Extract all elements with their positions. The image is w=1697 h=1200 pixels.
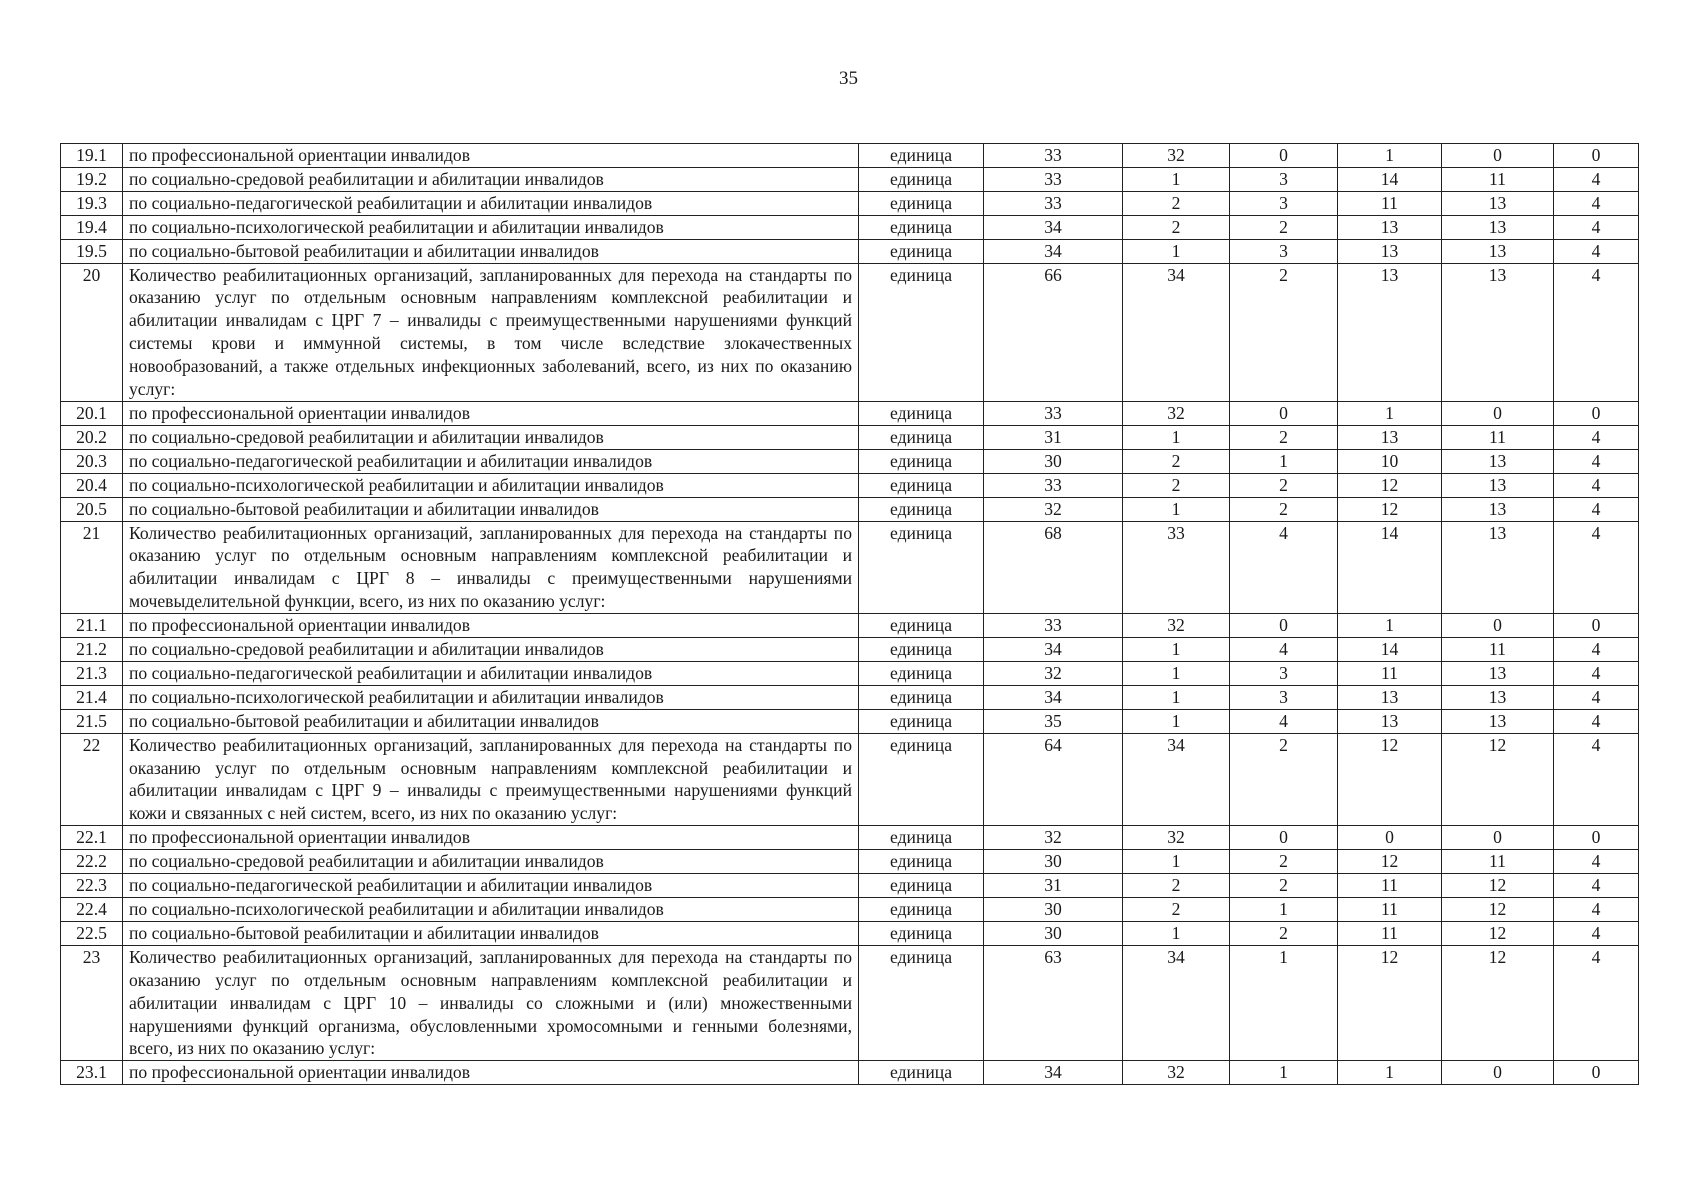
value-cell: 14 [1338, 521, 1442, 614]
row-number-cell: 21.2 [61, 638, 123, 662]
value-cell: 1 [1123, 638, 1230, 662]
value-cell: 30 [984, 898, 1123, 922]
row-number-cell: 20.1 [61, 401, 123, 425]
row-number-cell: 19.2 [61, 167, 123, 191]
value-cell: 11 [1338, 661, 1442, 685]
value-cell: 32 [1123, 1061, 1230, 1085]
indicators-table [60, 143, 1639, 1085]
value-cell: 12 [1338, 497, 1442, 521]
value-cell: 2 [1123, 473, 1230, 497]
value-cell: 2 [1230, 425, 1338, 449]
unit-cell: единица [859, 425, 984, 449]
unit-cell: единица [859, 144, 984, 168]
value-cell: 13 [1338, 215, 1442, 239]
table-row [61, 497, 1639, 521]
value-cell: 32 [984, 497, 1123, 521]
value-cell: 14 [1338, 167, 1442, 191]
unit-cell: единица [859, 945, 984, 1061]
unit-cell: единица [859, 521, 984, 614]
value-cell: 11 [1338, 898, 1442, 922]
value-cell: 13 [1442, 239, 1554, 263]
value-cell: 4 [1554, 425, 1639, 449]
value-cell: 33 [984, 614, 1123, 638]
value-cell: 32 [1123, 614, 1230, 638]
table-row [61, 401, 1639, 425]
indicator-name-cell: по социально-педагогической реабилитации и абилитации инвалидов [123, 191, 859, 215]
row-number-cell: 22.3 [61, 874, 123, 898]
value-cell: 4 [1230, 638, 1338, 662]
value-cell: 2 [1230, 733, 1338, 826]
value-cell: 2 [1230, 921, 1338, 945]
value-cell: 12 [1442, 898, 1554, 922]
row-number-cell: 21 [61, 521, 123, 614]
value-cell: 2 [1230, 850, 1338, 874]
row-number-cell: 22.4 [61, 898, 123, 922]
value-cell: 0 [1442, 1061, 1554, 1085]
indicator-name-cell: по социально-средовой реабилитации и абилитации инвалидов [123, 638, 859, 662]
value-cell: 34 [984, 1061, 1123, 1085]
value-cell: 13 [1442, 497, 1554, 521]
value-cell: 4 [1554, 638, 1639, 662]
value-cell: 30 [984, 449, 1123, 473]
value-cell: 1 [1123, 239, 1230, 263]
unit-cell: единица [859, 215, 984, 239]
value-cell: 0 [1554, 401, 1639, 425]
row-number-cell: 22.5 [61, 921, 123, 945]
value-cell: 1 [1230, 945, 1338, 1061]
table-row [61, 1061, 1639, 1085]
value-cell: 4 [1554, 497, 1639, 521]
table-row [61, 449, 1639, 473]
value-cell: 31 [984, 874, 1123, 898]
row-number-cell: 19.5 [61, 239, 123, 263]
value-cell: 14 [1338, 638, 1442, 662]
value-cell: 12 [1442, 945, 1554, 1061]
table-row [61, 921, 1639, 945]
value-cell: 13 [1442, 191, 1554, 215]
value-cell: 12 [1442, 874, 1554, 898]
value-cell: 12 [1338, 945, 1442, 1061]
value-cell: 4 [1554, 215, 1639, 239]
unit-cell: единица [859, 614, 984, 638]
value-cell: 11 [1442, 167, 1554, 191]
table-row [61, 945, 1639, 1061]
value-cell: 4 [1554, 898, 1639, 922]
table-row [61, 638, 1639, 662]
value-cell: 0 [1230, 614, 1338, 638]
value-cell: 0 [1554, 144, 1639, 168]
value-cell: 4 [1230, 709, 1338, 733]
value-cell: 12 [1338, 733, 1442, 826]
unit-cell: единица [859, 497, 984, 521]
row-number-cell: 20 [61, 263, 123, 401]
table-row [61, 425, 1639, 449]
row-number-cell: 21.3 [61, 661, 123, 685]
indicator-name-cell: по профессиональной ориентации инвалидов [123, 144, 859, 168]
indicator-name-cell: по профессиональной ориентации инвалидов [123, 826, 859, 850]
value-cell: 1 [1123, 921, 1230, 945]
table-row [61, 191, 1639, 215]
value-cell: 13 [1338, 709, 1442, 733]
value-cell: 4 [1554, 685, 1639, 709]
value-cell: 13 [1338, 425, 1442, 449]
value-cell: 2 [1230, 874, 1338, 898]
value-cell: 35 [984, 709, 1123, 733]
table-row [61, 473, 1639, 497]
value-cell: 1 [1230, 1061, 1338, 1085]
indicator-name-cell: Количество реабилитационных организаций, запланированных для перехода на стандарты по оказанию услуг по отдельным основным направлениям комплексной реабилитации и абилитации инвалидам с ЦРГ 10 – инвалиды со сложными и (или) множественными нарушениями функций организма, обусловленными хромосомными и генными болезнями, всего, из них по оказанию услуг: [123, 945, 859, 1061]
table-body [61, 144, 1639, 1085]
table-row [61, 661, 1639, 685]
unit-cell: единица [859, 874, 984, 898]
value-cell: 2 [1230, 497, 1338, 521]
value-cell: 34 [984, 685, 1123, 709]
value-cell: 34 [1123, 945, 1230, 1061]
value-cell: 2 [1230, 215, 1338, 239]
value-cell: 0 [1554, 826, 1639, 850]
unit-cell: единица [859, 921, 984, 945]
value-cell: 63 [984, 945, 1123, 1061]
value-cell: 4 [1554, 239, 1639, 263]
indicator-name-cell: по социально-средовой реабилитации и абилитации инвалидов [123, 425, 859, 449]
value-cell: 0 [1230, 401, 1338, 425]
indicator-name-cell: по социально-средовой реабилитации и абилитации инвалидов [123, 850, 859, 874]
unit-cell: единица [859, 638, 984, 662]
value-cell: 3 [1230, 685, 1338, 709]
indicator-name-cell: по социально-бытовой реабилитации и абилитации инвалидов [123, 239, 859, 263]
value-cell: 11 [1442, 425, 1554, 449]
indicator-name-cell: по социально-психологической реабилитации и абилитации инвалидов [123, 685, 859, 709]
value-cell: 13 [1442, 263, 1554, 401]
value-cell: 13 [1442, 661, 1554, 685]
value-cell: 4 [1554, 709, 1639, 733]
row-number-cell: 22 [61, 733, 123, 826]
value-cell: 34 [1123, 263, 1230, 401]
value-cell: 31 [984, 425, 1123, 449]
value-cell: 30 [984, 921, 1123, 945]
row-number-cell: 19.3 [61, 191, 123, 215]
value-cell: 1 [1338, 1061, 1442, 1085]
row-number-cell: 23.1 [61, 1061, 123, 1085]
indicator-name-cell: по социально-бытовой реабилитации и абилитации инвалидов [123, 709, 859, 733]
value-cell: 32 [1123, 401, 1230, 425]
value-cell: 4 [1554, 733, 1639, 826]
unit-cell: единица [859, 263, 984, 401]
table-row [61, 733, 1639, 826]
value-cell: 30 [984, 850, 1123, 874]
table-row [61, 521, 1639, 614]
unit-cell: единица [859, 898, 984, 922]
value-cell: 33 [984, 144, 1123, 168]
value-cell: 4 [1554, 167, 1639, 191]
table-row [61, 826, 1639, 850]
table-row [61, 898, 1639, 922]
value-cell: 13 [1338, 685, 1442, 709]
indicator-name-cell: по социально-средовой реабилитации и абилитации инвалидов [123, 167, 859, 191]
table-row [61, 709, 1639, 733]
value-cell: 1 [1123, 850, 1230, 874]
value-cell: 10 [1338, 449, 1442, 473]
value-cell: 1 [1230, 449, 1338, 473]
value-cell: 13 [1442, 521, 1554, 614]
value-cell: 4 [1554, 850, 1639, 874]
row-number-cell: 20.3 [61, 449, 123, 473]
value-cell: 4 [1554, 521, 1639, 614]
value-cell: 2 [1123, 874, 1230, 898]
value-cell: 64 [984, 733, 1123, 826]
value-cell: 3 [1230, 191, 1338, 215]
value-cell: 68 [984, 521, 1123, 614]
indicator-name-cell: по социально-педагогической реабилитации и абилитации инвалидов [123, 874, 859, 898]
value-cell: 34 [1123, 733, 1230, 826]
value-cell: 33 [984, 401, 1123, 425]
page-number: 35 [839, 68, 858, 89]
value-cell: 4 [1554, 921, 1639, 945]
value-cell: 0 [1554, 1061, 1639, 1085]
value-cell: 4 [1554, 874, 1639, 898]
value-cell: 11 [1338, 191, 1442, 215]
indicator-name-cell: по социально-педагогической реабилитации и абилитации инвалидов [123, 661, 859, 685]
value-cell: 32 [984, 661, 1123, 685]
value-cell: 34 [984, 638, 1123, 662]
indicator-name-cell: по социально-психологической реабилитации и абилитации инвалидов [123, 215, 859, 239]
value-cell: 12 [1338, 473, 1442, 497]
unit-cell: единица [859, 826, 984, 850]
value-cell: 4 [1554, 449, 1639, 473]
value-cell: 2 [1230, 473, 1338, 497]
table-row [61, 614, 1639, 638]
indicator-name-cell: по профессиональной ориентации инвалидов [123, 1061, 859, 1085]
value-cell: 0 [1442, 401, 1554, 425]
value-cell: 1 [1123, 497, 1230, 521]
unit-cell: единица [859, 191, 984, 215]
value-cell: 13 [1338, 239, 1442, 263]
unit-cell: единица [859, 167, 984, 191]
table-row [61, 263, 1639, 401]
value-cell: 12 [1338, 850, 1442, 874]
value-cell: 1 [1123, 167, 1230, 191]
value-cell: 3 [1230, 661, 1338, 685]
value-cell: 13 [1442, 473, 1554, 497]
table-row [61, 215, 1639, 239]
value-cell: 13 [1442, 709, 1554, 733]
value-cell: 1 [1338, 144, 1442, 168]
table-row [61, 874, 1639, 898]
value-cell: 2 [1123, 898, 1230, 922]
value-cell: 0 [1442, 614, 1554, 638]
value-cell: 0 [1442, 826, 1554, 850]
value-cell: 32 [1123, 144, 1230, 168]
unit-cell: единица [859, 473, 984, 497]
value-cell: 1 [1230, 898, 1338, 922]
value-cell: 0 [1230, 144, 1338, 168]
table-row [61, 685, 1639, 709]
value-cell: 0 [1442, 144, 1554, 168]
value-cell: 4 [1554, 263, 1639, 401]
row-number-cell: 20.5 [61, 497, 123, 521]
unit-cell: единица [859, 709, 984, 733]
indicator-name-cell: по социально-психологической реабилитации и абилитации инвалидов [123, 473, 859, 497]
indicator-name-cell: Количество реабилитационных организаций, запланированных для перехода на стандарты по оказанию услуг по отдельным основным направлениям комплексной реабилитации и абилитации инвалидам с ЦРГ 9 – инвалиды с преимущественными нарушениями функций кожи и связанных с ней систем, всего, из них по оказанию услуг: [123, 733, 859, 826]
value-cell: 13 [1442, 685, 1554, 709]
value-cell: 32 [984, 826, 1123, 850]
value-cell: 13 [1442, 449, 1554, 473]
indicator-name-cell: по профессиональной ориентации инвалидов [123, 614, 859, 638]
row-number-cell: 21.4 [61, 685, 123, 709]
table-row [61, 850, 1639, 874]
table-row [61, 167, 1639, 191]
value-cell: 33 [984, 473, 1123, 497]
value-cell: 4 [1554, 191, 1639, 215]
value-cell: 34 [984, 239, 1123, 263]
value-cell: 2 [1123, 215, 1230, 239]
value-cell: 4 [1554, 945, 1639, 1061]
unit-cell: единица [859, 449, 984, 473]
value-cell: 2 [1123, 191, 1230, 215]
unit-cell: единица [859, 685, 984, 709]
value-cell: 11 [1442, 850, 1554, 874]
indicator-name-cell: по социально-психологической реабилитации и абилитации инвалидов [123, 898, 859, 922]
indicator-name-cell: Количество реабилитационных организаций, запланированных для перехода на стандарты по оказанию услуг по отдельным основным направлениям комплексной реабилитации и абилитации инвалидам с ЦРГ 8 – инвалиды с преимущественными нарушениями мочевыделительной функции, всего, из них по оказанию услуг: [123, 521, 859, 614]
unit-cell: единица [859, 1061, 984, 1085]
value-cell: 11 [1442, 638, 1554, 662]
value-cell: 11 [1338, 874, 1442, 898]
value-cell: 4 [1230, 521, 1338, 614]
indicator-name-cell: по социально-педагогической реабилитации и абилитации инвалидов [123, 449, 859, 473]
row-number-cell: 20.4 [61, 473, 123, 497]
indicator-name-cell: по социально-бытовой реабилитации и абилитации инвалидов [123, 497, 859, 521]
value-cell: 0 [1338, 826, 1442, 850]
table-row [61, 144, 1639, 168]
row-number-cell: 22.1 [61, 826, 123, 850]
row-number-cell: 22.2 [61, 850, 123, 874]
unit-cell: единица [859, 850, 984, 874]
value-cell: 33 [1123, 521, 1230, 614]
value-cell: 13 [1442, 215, 1554, 239]
indicator-name-cell: по профессиональной ориентации инвалидов [123, 401, 859, 425]
value-cell: 33 [984, 167, 1123, 191]
indicator-name-cell: по социально-бытовой реабилитации и абилитации инвалидов [123, 921, 859, 945]
unit-cell: единица [859, 401, 984, 425]
value-cell: 1 [1338, 614, 1442, 638]
value-cell: 0 [1554, 614, 1639, 638]
indicator-name-cell: Количество реабилитационных организаций, запланированных для перехода на стандарты по оказанию услуг по отдельным основным направлениям комплексной реабилитации и абилитации инвалидам с ЦРГ 7 – инвалиды с преимущественными нарушениями функций системы крови и иммунной системы, в том числе вследствие злокачественных новообразований, а также отдельных инфекционных заболеваний, всего, из них по оказанию услуг: [123, 263, 859, 401]
value-cell: 32 [1123, 826, 1230, 850]
unit-cell: единица [859, 239, 984, 263]
value-cell: 4 [1554, 473, 1639, 497]
row-number-cell: 23 [61, 945, 123, 1061]
value-cell: 4 [1554, 661, 1639, 685]
value-cell: 0 [1230, 826, 1338, 850]
row-number-cell: 19.1 [61, 144, 123, 168]
value-cell: 11 [1338, 921, 1442, 945]
row-number-cell: 21.1 [61, 614, 123, 638]
value-cell: 66 [984, 263, 1123, 401]
value-cell: 1 [1123, 709, 1230, 733]
value-cell: 1 [1338, 401, 1442, 425]
row-number-cell: 21.5 [61, 709, 123, 733]
unit-cell: единица [859, 733, 984, 826]
row-number-cell: 20.2 [61, 425, 123, 449]
row-number-cell: 19.4 [61, 215, 123, 239]
value-cell: 13 [1338, 263, 1442, 401]
value-cell: 1 [1123, 661, 1230, 685]
table-row [61, 239, 1639, 263]
value-cell: 1 [1123, 425, 1230, 449]
value-cell: 34 [984, 215, 1123, 239]
value-cell: 3 [1230, 167, 1338, 191]
value-cell: 1 [1123, 685, 1230, 709]
value-cell: 2 [1123, 449, 1230, 473]
value-cell: 3 [1230, 239, 1338, 263]
value-cell: 2 [1230, 263, 1338, 401]
value-cell: 33 [984, 191, 1123, 215]
unit-cell: единица [859, 661, 984, 685]
value-cell: 12 [1442, 921, 1554, 945]
value-cell: 12 [1442, 733, 1554, 826]
